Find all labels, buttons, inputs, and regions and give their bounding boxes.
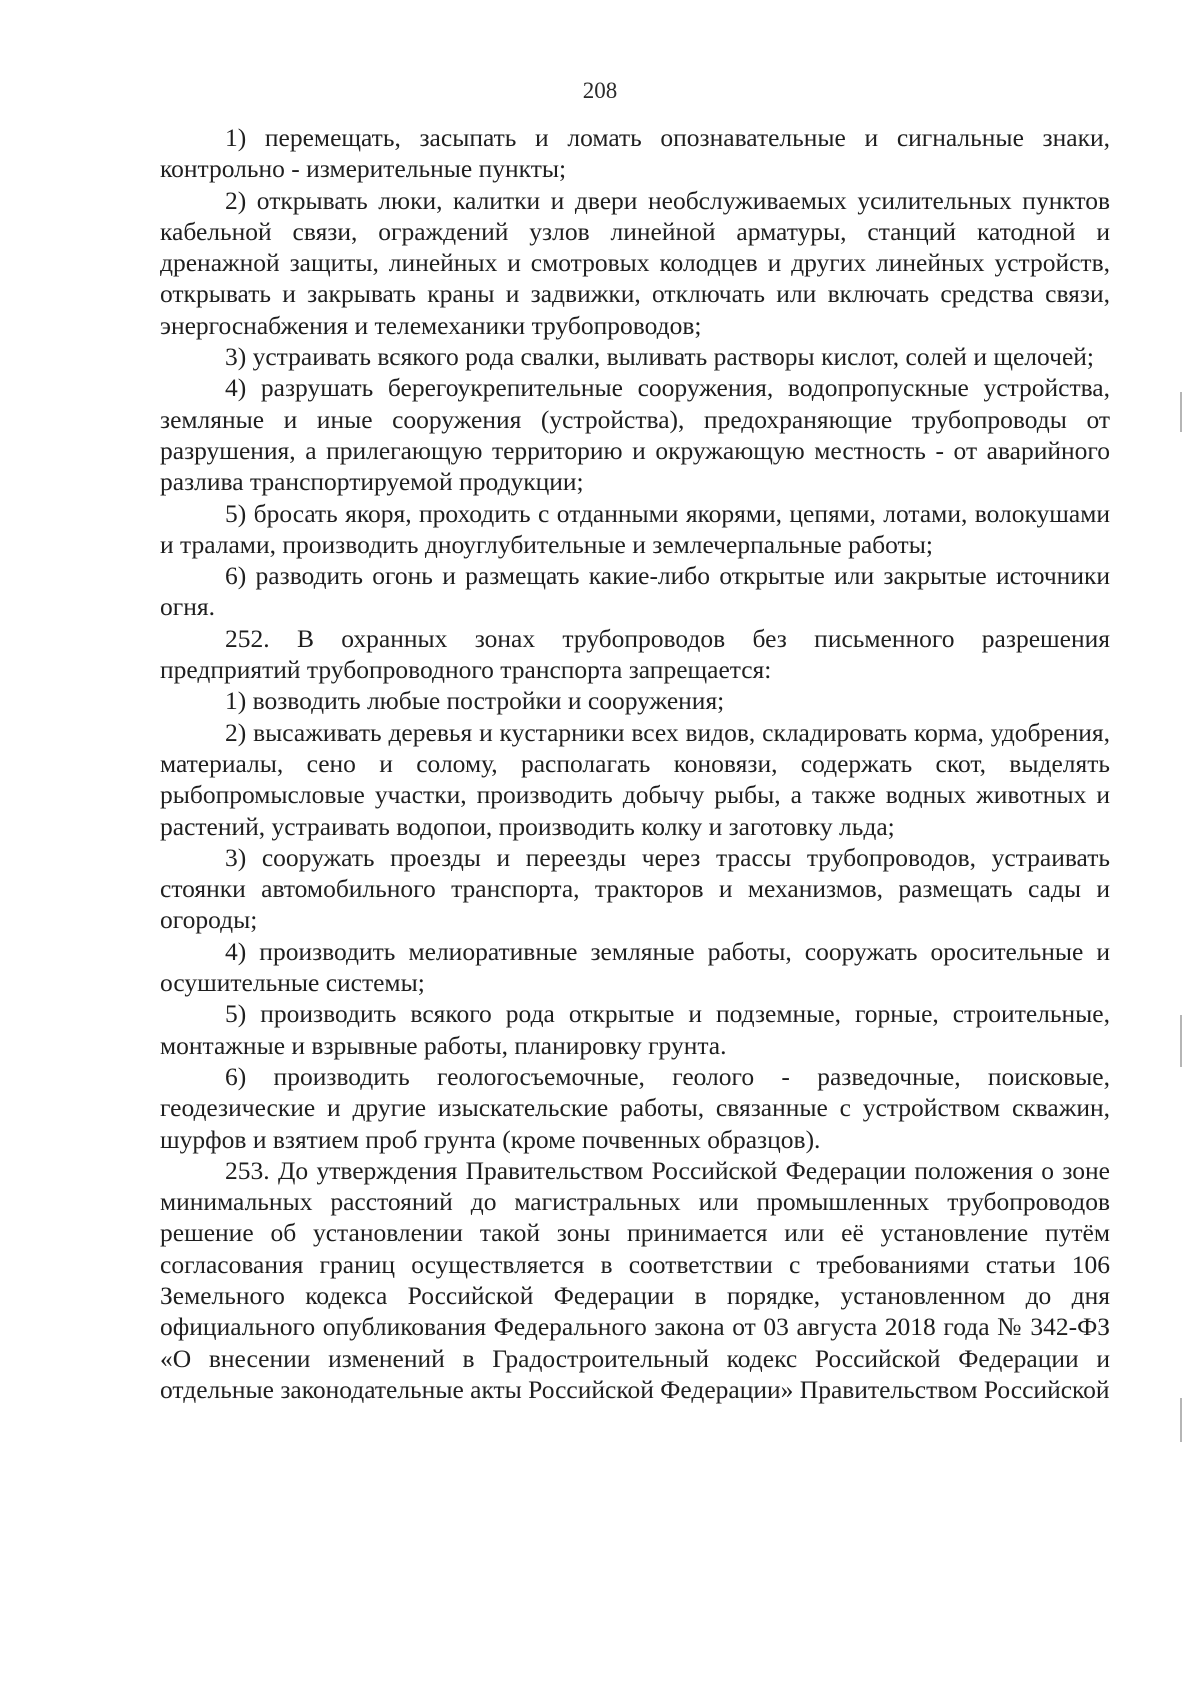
list-item-5-anchors: 5) бросать якоря, проходить с отданными якорями, цепями, лотами, волокушами и тралами, производить дноуглубительные и землечерпальные работы; xyxy=(160,498,1110,559)
list-item-6-fire: 6) разводить огонь и размещать какие-либо открытые или закрытые источники огня. xyxy=(160,561,1110,622)
section-253: 253. До утверждения Правительством Российской Федерации положения о зоне минимальных расстояний до магистральных или промышленных трубопроводов решение об установлении такой зоны принимается или её установление путём согласования границ осуществляется в соответствии с требованиями статьи 106 Земельного кодекса Российской Федерации в порядке, установленном до дня официального опубликования Федерального закона от 03 августа 2018 года № 342-ФЗ «О внесении изменений в Градостроительный кодекс Российской Федерации и отдельные законодательные акты Российской Федерации» Правительством Российской xyxy=(160,1155,1110,1404)
section-252-item-3: 3) сооружать проезды и переезды через трассы трубопроводов, устраивать стоянки автомобильного транспорта, тракторов и механизмов, размещать сады и огороды; xyxy=(160,842,1110,935)
section-252: 252. В охранных зонах трубопроводов без письменного разрешения предприятий трубопроводного транспорта запрещается: xyxy=(160,623,1110,685)
section-252-item-5: 5) производить всякого рода открытые и подземные, горные, строительные, монтажные и взрывные работы, планировку грунта. xyxy=(160,999,1110,1060)
section-252-item-4: 4) производить мелиоративные земляные работы, сооружать оросительные и осушительные системы; xyxy=(160,936,1110,998)
document-body xyxy=(160,122,1110,1405)
page-number: 208 xyxy=(582,78,618,103)
list-item-2-open-hatches: 2) открывать люки, калитки и двери необслуживаемых усилительных пунктов кабельной связи, ограждений узлов линейной арматуры, станций катодной и дренажной защиты, линейных и смотровых колодцев и других линейных устройств, открывать и закрывать краны и задвижки, отключать или включать средства связи, энергоснабжения и телемеханики трубопроводов; xyxy=(160,185,1110,340)
section-252-item-1: 1) возводить любые постройки и сооружения; xyxy=(225,686,725,716)
section-252-item-2: 2) высаживать деревья и кустарники всех видов, складировать корма, удобрения, материалы, сено и солому, располагать коновязи, содержать скот, выделять рыбопромысловые участки, производить добычу рыбы, а также водных животных и растений, устраивать водопои, производить колку и заготовку льда; xyxy=(160,717,1110,841)
list-item-3-dumps: 3) устраивать всякого рода свалки, выливать растворы кислот, солей и щелочей; xyxy=(225,342,1094,372)
list-item-1-move-signs: 1) перемещать, засыпать и ломать опознавательные и сигнальные знаки, контрольно - измерительные пункты; xyxy=(160,123,1110,184)
scan-artifact-mark xyxy=(1180,392,1182,432)
scan-artifact-mark xyxy=(1180,1015,1182,1067)
section-252-item-6: 6) производить геологосъемочные, геолого - разведочные, поисковые, геодезические и другие изыскательские работы, связанные с устройством скважин, шурфов и взятием проб грунта (кроме почвенных образцов). xyxy=(160,1061,1110,1154)
scan-artifact-mark xyxy=(1180,1398,1182,1442)
list-item-4-destroy-structures: 4) разрушать берегоукрепительные сооружения, водопропускные устройства, земляные и иные сооружения (устройства), предохраняющие трубопроводы от разрушения, а прилегающую территорию и окружающую местность - от аварийного разлива транспортируемой продукции; xyxy=(160,373,1110,497)
